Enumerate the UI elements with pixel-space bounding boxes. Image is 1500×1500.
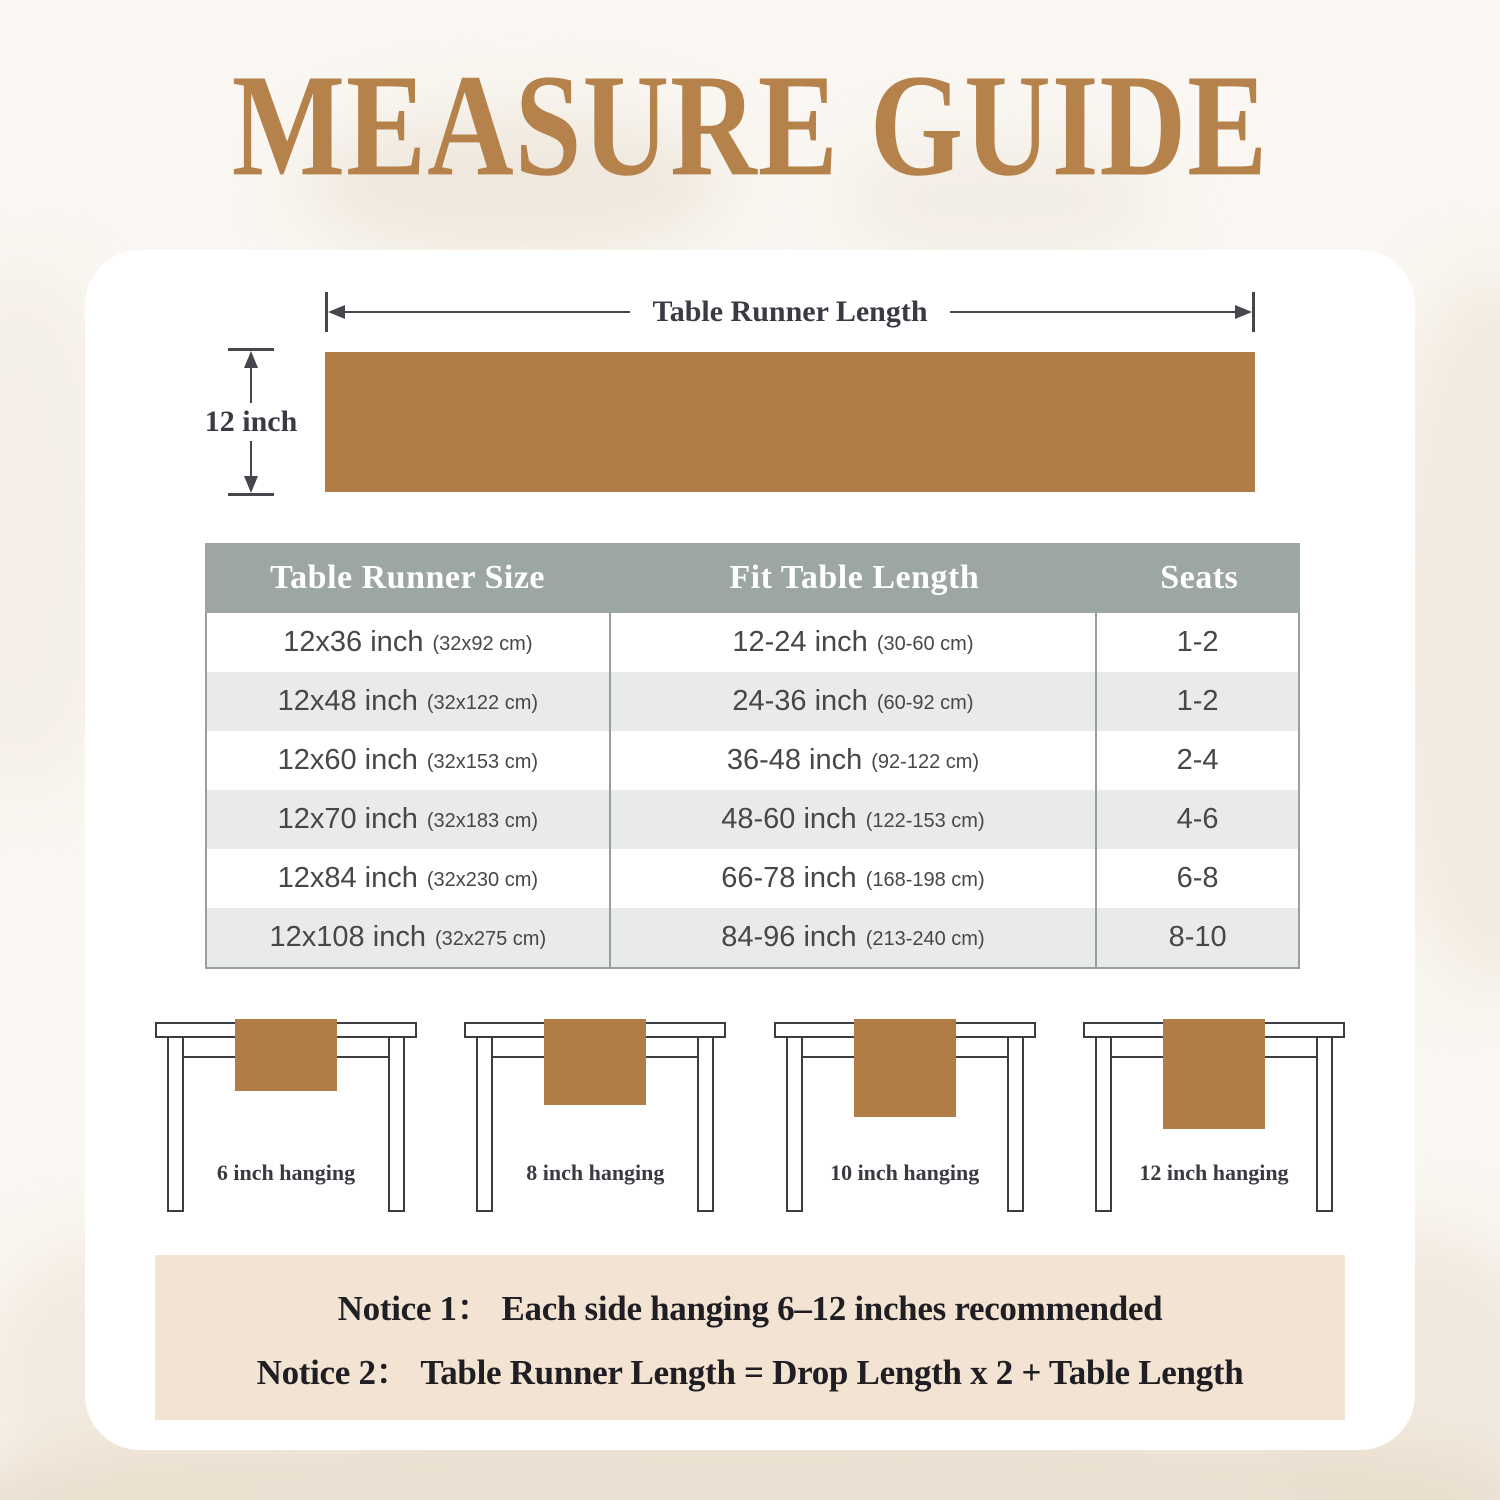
runner-swatch	[325, 352, 1255, 492]
hanging-diagrams-row	[155, 1022, 1345, 1237]
size-value: 12x60 inch	[277, 744, 418, 776]
runner-drape	[544, 1019, 646, 1105]
size-cm-value: (32x122 cm)	[426, 692, 539, 714]
fit-cm-value: (30-60 cm)	[876, 633, 974, 655]
fit-value: 12-24 inch	[732, 626, 868, 658]
hanging-label: 6 inch hanging	[216, 1160, 356, 1185]
fit-cell	[611, 908, 1098, 967]
fit-cm-value: (168-198 cm)	[865, 869, 985, 891]
width-arrow	[196, 348, 306, 496]
fit-value: 36-48 inch	[726, 744, 863, 776]
width-arrow-line-bottom	[250, 441, 252, 476]
size-cm-value: (32x153 cm)	[426, 751, 539, 773]
size-value: 12x70 inch	[277, 803, 418, 835]
hanging-label: 12 inch hanging	[1139, 1160, 1289, 1185]
table-row	[207, 849, 1298, 908]
size-value: 12x36 inch	[283, 626, 424, 658]
size-cell	[207, 731, 611, 790]
seats-value: 4-6	[1176, 803, 1219, 835]
hanging-diagram	[774, 1022, 1036, 1237]
size-cell	[207, 613, 611, 672]
up-arrowhead-icon	[244, 351, 258, 368]
seats-value: 6-8	[1176, 862, 1219, 894]
length-arrow-line-left	[345, 311, 630, 313]
size-value: 12x48 inch	[277, 685, 418, 717]
size-table	[205, 543, 1300, 969]
notice-box	[155, 1255, 1345, 1420]
length-arrow-endbar-right	[1252, 292, 1255, 332]
width-arrow-line-top	[250, 368, 252, 403]
size-table-header	[205, 543, 1300, 613]
notice-2-label: Notice 2：	[256, 1352, 411, 1392]
fit-value: 66-78 inch	[721, 862, 857, 894]
size-cm-value: (32x275 cm)	[434, 928, 547, 950]
notice-line-1	[338, 1281, 1163, 1331]
length-arrow-line-right	[950, 311, 1235, 313]
fit-cm-value: (122-153 cm)	[865, 810, 985, 832]
fit-value: 84-96 inch	[721, 921, 857, 953]
right-arrowhead-icon	[1235, 305, 1252, 319]
size-cell	[207, 672, 611, 731]
table-row	[207, 908, 1298, 967]
table-row	[207, 613, 1298, 672]
fit-cell	[611, 672, 1098, 731]
hanging-diagram	[464, 1022, 726, 1237]
header-cell-seats: Seats	[1160, 559, 1239, 596]
seats-cell	[1097, 613, 1298, 672]
seats-cell	[1097, 790, 1298, 849]
size-cm-value: (32x92 cm)	[432, 633, 533, 655]
fit-cell	[611, 613, 1098, 672]
page-title: MEASURE GUIDE	[231, 43, 1269, 207]
table-row	[207, 672, 1298, 731]
size-cm-value: (32x230 cm)	[426, 869, 539, 891]
header-cell-fit: Fit Table Length	[729, 559, 980, 596]
seats-value: 1-2	[1176, 626, 1219, 658]
hanging-label: 10 inch hanging	[830, 1160, 980, 1185]
size-cm-value: (32x183 cm)	[426, 810, 539, 832]
seats-cell	[1097, 849, 1298, 908]
table-row	[207, 790, 1298, 849]
notice-line-2	[257, 1345, 1244, 1395]
runner-drape	[235, 1019, 337, 1091]
left-arrowhead-icon	[328, 305, 345, 319]
hanging-diagram	[155, 1022, 417, 1237]
size-cell	[207, 908, 611, 967]
seats-cell	[1097, 731, 1298, 790]
seats-cell	[1097, 908, 1298, 967]
size-value: 12x108 inch	[269, 921, 426, 953]
size-value: 12x84 inch	[277, 862, 418, 894]
fit-cm-value: (60-92 cm)	[876, 692, 974, 714]
fit-cm-value: (213-240 cm)	[865, 928, 985, 950]
size-table-body	[205, 613, 1300, 969]
notice-1-label: Notice 1：	[337, 1288, 492, 1328]
hanging-diagram	[1083, 1022, 1345, 1237]
seats-value: 8-10	[1168, 921, 1227, 953]
width-arrow-label: 12 inch	[204, 405, 298, 438]
width-arrow-endbar-bottom	[228, 493, 274, 496]
measure-card	[85, 250, 1415, 1450]
runner-drape	[1163, 1019, 1265, 1129]
notice-2-text: Table Runner Length = Drop Length x 2 + Table Length	[420, 1352, 1244, 1392]
size-cell	[207, 849, 611, 908]
fit-value: 24-36 inch	[732, 685, 868, 717]
fit-cm-value: (92-122 cm)	[871, 751, 980, 773]
length-arrow-label: Table Runner Length	[652, 295, 928, 328]
table-row	[207, 731, 1298, 790]
fit-value: 48-60 inch	[721, 803, 857, 835]
fit-cell	[611, 849, 1098, 908]
length-arrow	[325, 292, 1255, 332]
hanging-label: 8 inch hanging	[526, 1160, 665, 1185]
size-cell	[207, 790, 611, 849]
seats-value: 1-2	[1176, 685, 1219, 717]
down-arrowhead-icon	[244, 476, 258, 493]
notice-1-text: Each side hanging 6–12 inches recommended	[501, 1288, 1163, 1328]
header-cell-size: Table Runner Size	[270, 559, 546, 596]
fit-cell	[611, 790, 1098, 849]
runner-drape	[854, 1019, 956, 1117]
seats-value: 2-4	[1176, 744, 1219, 776]
seats-cell	[1097, 672, 1298, 731]
fit-cell	[611, 731, 1098, 790]
